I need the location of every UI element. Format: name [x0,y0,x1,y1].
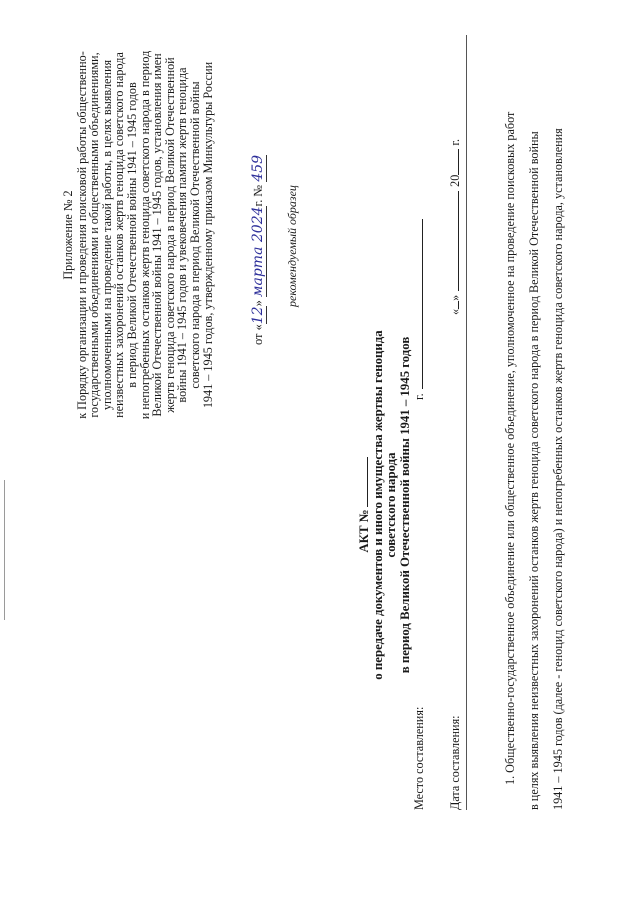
appendix-line: войны 1941 – 1945 годов и увековечения памяти жертв геноцида [175,67,190,403]
order-mid: » [251,300,265,307]
divider [466,35,467,810]
appendix-header [62,35,214,435]
date-day-blank[interactable] [458,301,459,309]
appendix-line: в период Великой Отечественной войны 1941 – 1945 годов [124,82,139,388]
order-month-year-handwritten: марта 2024 [250,206,266,298]
paragraph-line: 1. Общественно-государственное объединение или общественное объединение, уполномоченное на проведение поисковых работ [503,111,517,785]
date-year-suffix: г. [448,138,462,146]
act-subtitle-line1: о передаче документов и иного имущества жертвы геноцида советского народа [370,330,399,680]
date-close-quote: » [448,294,462,301]
paragraph-line: в целях выявления неизвестных захоронений останков жертв геноцида советского народа в период Великой Отечественной войны [527,131,541,810]
act-number-blank[interactable] [367,457,368,507]
date-year-blank[interactable] [458,149,459,175]
act-title: АКТ № [357,509,371,553]
appendix-line: к Порядку организации и проведения поисковой работы общественно- [74,51,89,419]
order-suffix: г. № [251,184,265,207]
date-field[interactable] [448,139,463,315]
order-day-handwritten: 12 [250,306,266,325]
place-prefix: г. [412,393,426,400]
appendix-line: неизвестных захоронений останков жертв геноцида советского народа [112,52,127,418]
body-paragraph [498,40,570,810]
place-field[interactable] [412,219,427,400]
appendix-line: и непогребенных останков жертв геноцида советского народа в период [137,50,152,420]
order-prefix: от « [251,324,265,345]
appendix-line: Великой Отечественной войны 1941 – 1945 годов, установления имен [150,53,165,417]
sample-note: рекомендуемый образец [285,185,299,307]
place-blank-line[interactable] [422,219,423,389]
appendix-title: Приложение № 2 [61,190,75,280]
date-label: Дата составления: [448,715,462,810]
place-label: Место составления: [412,706,426,810]
date-month-blank[interactable] [458,191,459,291]
order-reference [250,125,267,345]
date-open-quote: « [448,308,462,315]
paragraph-line: 1941 – 1945 годов (далее - геноцид советского народа) и непогребенных останков жертв геноцида советского народа, установления [551,128,565,810]
appendix-line: жертв геноцида советского народа в период Великой Отечественной [162,57,177,413]
act-subtitle-line2: в период Великой Отечественной войны 1941 – 1945 годов [397,336,412,674]
appendix-line: 1941 – 1945 годов, утвержденному приказом Минкультуры России [200,61,215,409]
appendix-line: государственными объединениями и общественными объединениями, [87,52,102,418]
appendix-line: уполномоченными на проведение такой работы, в целях выявления [99,59,114,411]
act-heading [358,305,412,705]
order-number-handwritten: 459 [250,154,266,182]
date-year-prefix: 20 [448,174,462,187]
appendix-line: советского народа в период Великой Отечественной войны [187,81,202,389]
